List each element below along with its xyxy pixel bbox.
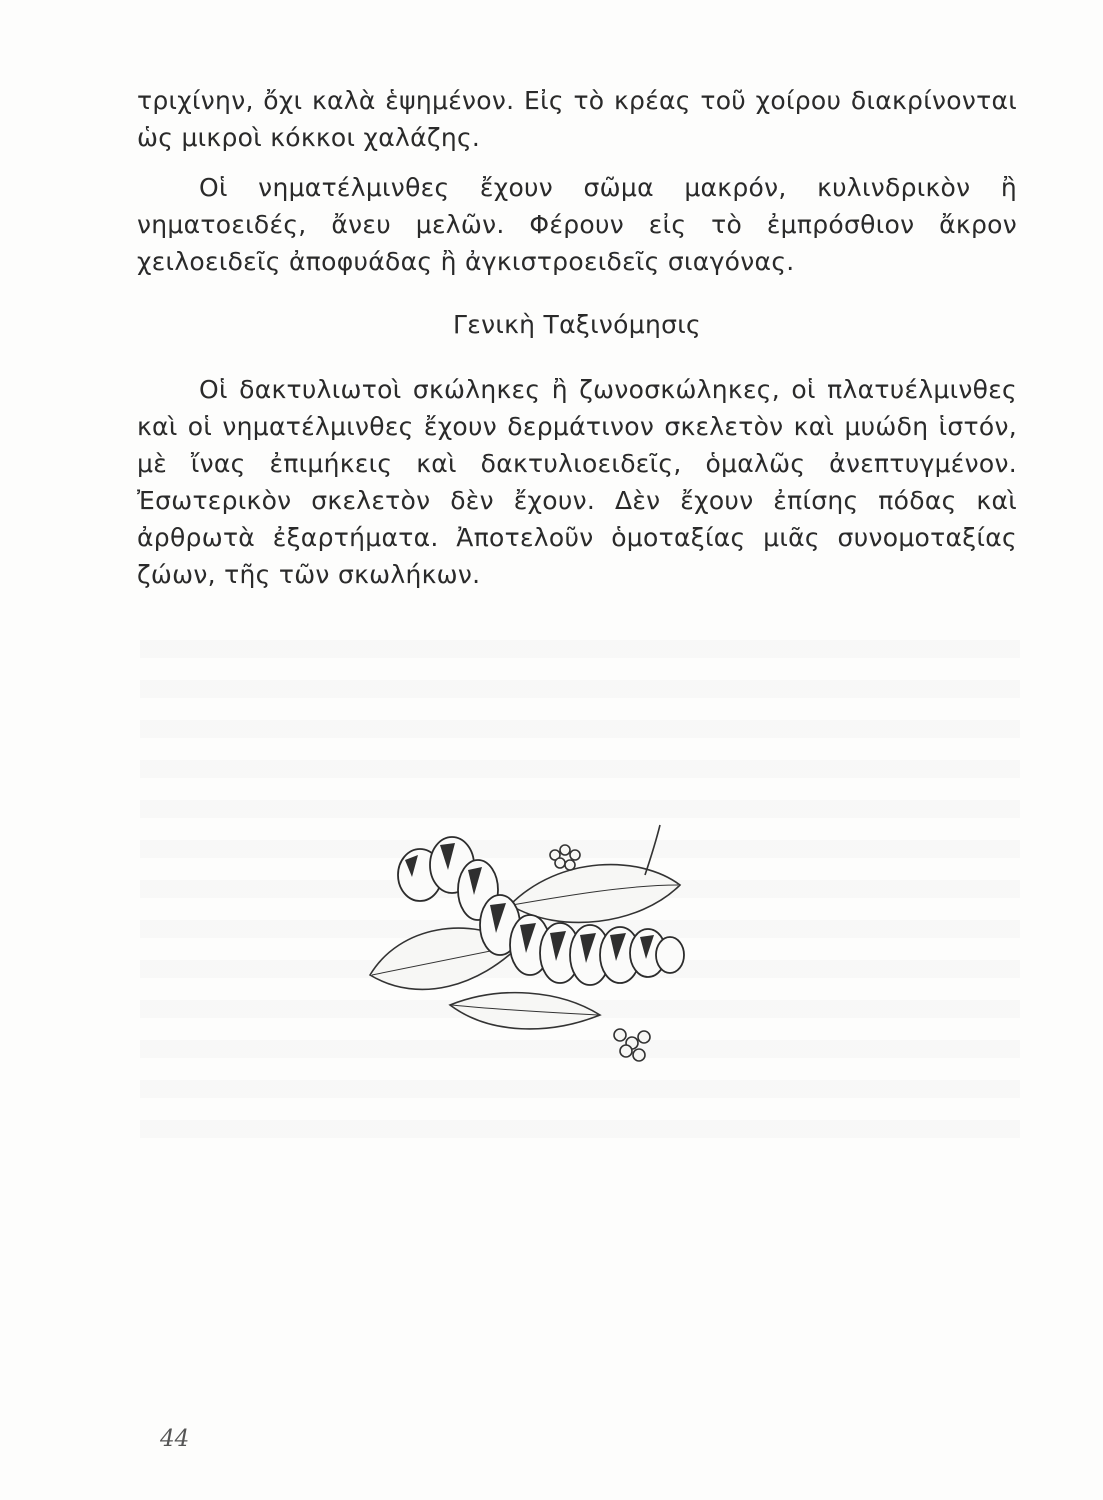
caterpillar-on-leaves-illustration bbox=[360, 815, 690, 1065]
paragraph-1-line-1: τριχίνην, ὄχι καλὰ ἑψημένον. Εἰς τὸ κρέας τοῦ χοίρου διακρίνονται bbox=[137, 86, 1017, 115]
leaf-upper-right bbox=[510, 865, 680, 923]
paragraph-2: Οἱ νηματέλμινθες ἔχουν σῶμα μακρόν, κυλινδρικὸν ἢ νηματοειδές, ἄνευ μελῶν. Φέρουν εἰς τὸ ἐμπρόσθιον ἄκρον χειλοειδεῖς ἀποφυάδας ἢ ἀγκιστροειδεῖς σιαγόνας. bbox=[137, 173, 1017, 276]
paragraph-3: Οἱ δακτυλιωτοὶ σκώληκες ἢ ζωνοσκώληκες, οἱ πλατυέλμινθες καὶ οἱ νηματέλμινθες ἔχουν δερμάτινον σκελετὸν καὶ μυώδη ἱστόν, μὲ ἴνας ἐπιμήκεις καὶ δακτυλιοειδεῖς, ὁμαλῶς ἀνεπτυγμένον. Ἐσωτερικὸν σκελετὸν δὲν ἔχουν. Δὲν ἔχουν ἐπίσης πόδας καὶ ἀρθρωτὰ ἐξαρτήματα. Ἀποτελοῦν ὁμοταξίας μιᾶς συνομοταξίας ζώων, τῆς τῶν σκωλήκων. bbox=[137, 375, 1017, 589]
paragraph-1-line-2: ὡς μικροὶ κόκκοι χαλάζης. bbox=[137, 123, 481, 152]
text-block bbox=[137, 82, 1017, 593]
page-number: 44 bbox=[160, 1426, 190, 1452]
section-heading: Γενικὴ Ταξινόμησις bbox=[453, 310, 701, 339]
